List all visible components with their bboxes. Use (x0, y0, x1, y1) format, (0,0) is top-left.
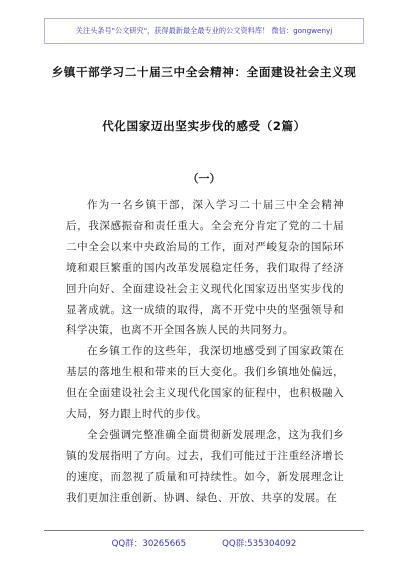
body-paragraph-2: 在乡镇工作的这些年，我深切地感受到了国家政策在基层的落地生根和带来的巨大变化。我们乡镇地处偏远，但在全面建设社会主义现代化国家的征程中，也积极融入大局，努力跟上时代的步伐。 (66, 345, 344, 421)
footer-qq-group-2: QQ群:535304092 (222, 539, 297, 549)
body-paragraph-3: 全会强调完整准确全面贯彻新发展理念，这为我们乡镇的发展指明了方向。过去，我们可能过于注重经济增长的速度，而忽视了质量和可持续性。如今，新发展理念让我们更加注重创新、协调、绿色、开放、共享的发展。在 (66, 428, 344, 504)
body-paragraph-1: 作为一名乡镇干部，深入学习二十届三中全会精神后，我深感振奋和责任重大。全会充分肯定了党的二十届二中全会以来中央政治局的工作，面对严峻复杂的国际环境和艰巨繁重的国内改革发展稳定任务，我们取得了经济回升向好、全面建设社会主义现代化国家迈出坚实步伐的显著成就。这一成绩的取得，离不开党中央的坚强领导和科学决策，也离不开全国各族人民的共同努力。 (66, 199, 344, 337)
section-heading: （一） (187, 172, 221, 185)
footer-qq-group-1: QQ群：30265665 (111, 539, 187, 549)
header-banner (44, 18, 364, 44)
document-title-line-2: 代化国家迈出坚实步伐的感受（2篇） (102, 119, 306, 133)
page-footer (0, 537, 408, 549)
document-title-line-1: 乡镇干部学习二十届三中全会精神：全面建设社会主义现 (51, 65, 357, 79)
document-body (66, 195, 344, 509)
header-banner-text: 关注头条号"公文研究"，获得最新最全最专业的公文资料库！ 微信：gongwenyj (75, 26, 333, 35)
footer-divider (44, 530, 364, 531)
